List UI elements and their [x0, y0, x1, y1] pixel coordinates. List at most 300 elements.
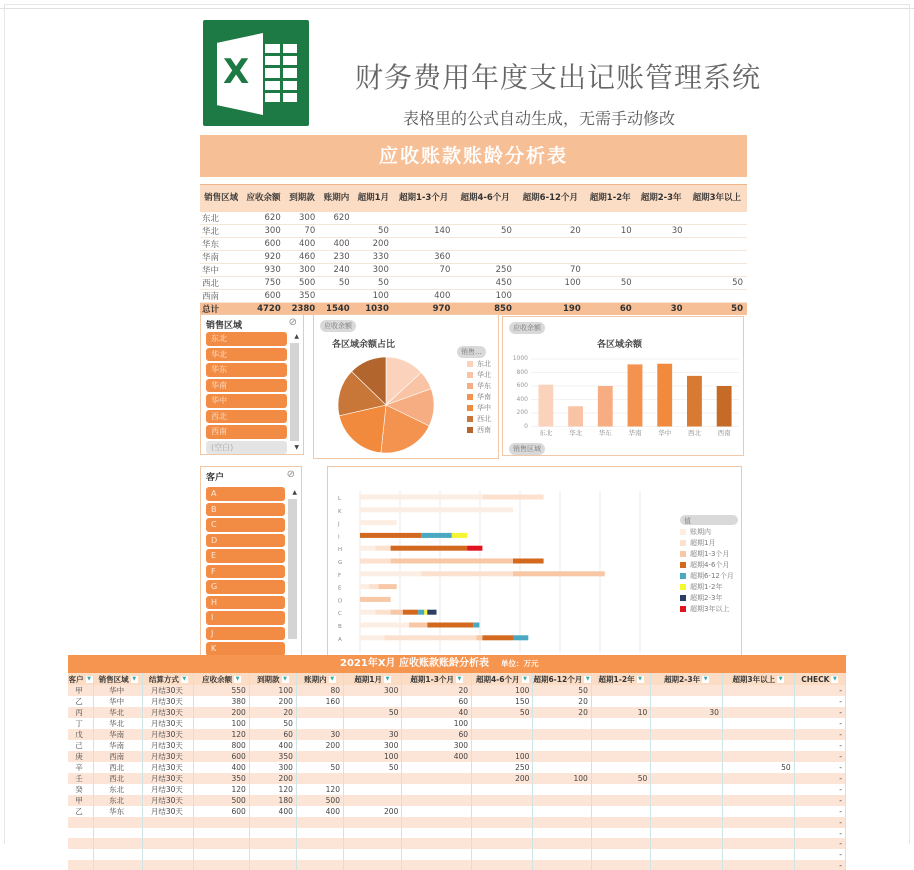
- table-cell: 50: [319, 276, 353, 289]
- x-tick: 华中: [658, 429, 672, 437]
- column-header[interactable]: CHECK ▼: [794, 673, 845, 685]
- table-cell: [296, 817, 343, 828]
- filter-dropdown-icon[interactable]: ▼: [833, 676, 837, 682]
- slicer-item[interactable]: C: [206, 518, 285, 532]
- column-header: 超期1月: [354, 185, 393, 212]
- table-cell: 300: [343, 740, 401, 751]
- table-cell: [319, 289, 353, 302]
- table-cell: 450: [454, 276, 516, 289]
- table-cell: [296, 828, 343, 839]
- table-cell: [343, 828, 401, 839]
- slicer-item[interactable]: B: [206, 503, 285, 517]
- table-cell: 月结30天: [143, 784, 194, 795]
- table-cell: 250: [472, 762, 533, 773]
- filter-dropdown-icon[interactable]: ▼: [182, 676, 187, 682]
- customer-slicer[interactable]: [200, 466, 302, 656]
- scroll-up-icon[interactable]: ▲: [294, 333, 299, 340]
- table-cell: -: [794, 849, 845, 860]
- total-cell: 50: [687, 302, 747, 315]
- slicer-item[interactable]: A: [206, 487, 285, 501]
- table-cell: 华北: [200, 224, 242, 237]
- slicer-scrollbar[interactable]: [290, 343, 299, 441]
- table-cell: [591, 685, 650, 696]
- table-cell: 300: [402, 740, 472, 751]
- table-row: [68, 773, 846, 784]
- legend-item: 超期1月: [680, 538, 734, 549]
- table-cell: [636, 212, 687, 225]
- stacked-plot: [328, 467, 658, 657]
- legend-swatch-icon: [680, 573, 686, 579]
- x-tick: 西南: [717, 429, 731, 437]
- slicer-item[interactable]: 华中: [206, 394, 287, 408]
- table-cell: [94, 817, 143, 828]
- table-cell: 60: [249, 729, 296, 740]
- table-cell: [516, 250, 585, 263]
- table-cell: [591, 795, 650, 806]
- legend-item: 超期1-3个月: [680, 549, 734, 560]
- table-cell: 60: [402, 729, 472, 740]
- table-cell: 140: [393, 224, 455, 237]
- table-cell: 50: [687, 276, 747, 289]
- total-cell: 1540: [319, 302, 353, 315]
- slicer-item[interactable]: D: [206, 534, 285, 548]
- filter-dropdown-icon[interactable]: ▼: [235, 676, 240, 682]
- bar-chart[interactable]: [502, 316, 744, 456]
- table-cell: 70: [285, 224, 319, 237]
- field-button[interactable]: 应收余额: [509, 322, 545, 334]
- table-cell: [722, 838, 794, 849]
- table-cell: 500: [194, 795, 249, 806]
- table-cell: [533, 784, 591, 795]
- filter-dropdown-icon[interactable]: ▼: [778, 676, 783, 682]
- table-cell: [343, 838, 401, 849]
- table-cell: -: [794, 860, 845, 870]
- table-cell: 750: [242, 276, 284, 289]
- table-cell: -: [794, 751, 845, 762]
- table-row: [68, 806, 846, 817]
- bar-plot: [531, 357, 739, 437]
- summary-pivot-table[interactable]: [200, 184, 747, 315]
- column-header[interactable]: 客户 ▼: [68, 673, 94, 685]
- table-cell: 360: [393, 250, 455, 263]
- column-header[interactable]: 超期6-12个月 ▼: [533, 674, 590, 684]
- table-cell: [472, 849, 533, 860]
- table-row: [68, 828, 846, 839]
- table-cell: [533, 838, 591, 849]
- column-header[interactable]: 结算方式 ▼: [143, 673, 194, 685]
- table-cell: [591, 729, 650, 740]
- table-cell: 300: [354, 263, 393, 276]
- filter-dropdown-icon[interactable]: ▼: [283, 676, 287, 682]
- table-cell: [472, 795, 533, 806]
- column-header[interactable]: 超期3年以上 ▼: [722, 673, 794, 685]
- clear-filter-icon[interactable]: ⊘: [288, 317, 297, 328]
- table-row: [68, 817, 846, 828]
- column-header[interactable]: 超期1月 ▼: [343, 673, 401, 685]
- table-cell: [343, 860, 401, 870]
- table-cell: -: [794, 762, 845, 773]
- table-cell: [143, 849, 194, 860]
- table-cell: -: [794, 817, 845, 828]
- table-cell: 西北: [94, 773, 143, 784]
- table-cell: 60: [402, 696, 472, 707]
- slicer-item[interactable]: 华东: [206, 363, 287, 377]
- svg-text:I: I: [338, 534, 340, 541]
- table-row: [68, 762, 846, 773]
- table-cell: [68, 860, 94, 870]
- legend-swatch-icon: [680, 562, 686, 568]
- table-cell: [533, 762, 591, 773]
- table-cell: 400: [402, 751, 472, 762]
- table-cell: 550: [194, 685, 249, 696]
- table-cell: [194, 817, 249, 828]
- table-cell: [343, 849, 401, 860]
- table-cell: 400: [285, 237, 319, 250]
- table-cell: 380: [194, 696, 249, 707]
- table-cell: [249, 849, 296, 860]
- table-cell: [651, 751, 723, 762]
- table-cell: [533, 729, 591, 740]
- column-header[interactable]: 超期1-2年 ▼: [591, 673, 650, 685]
- filter-dropdown-icon[interactable]: ▼: [585, 676, 590, 682]
- table-cell: 400: [319, 237, 353, 250]
- pie-plot: [336, 355, 436, 455]
- column-header[interactable]: 到期款 ▼: [249, 673, 296, 685]
- table-row: [68, 685, 846, 696]
- table-cell: [591, 762, 650, 773]
- table-cell: [533, 806, 591, 817]
- table-row: [68, 751, 846, 762]
- table-cell: [585, 212, 636, 225]
- table-cell: 10: [585, 224, 636, 237]
- chart-title: 各区域余额占比: [332, 340, 396, 350]
- table-cell: 30: [296, 729, 343, 740]
- table-cell: [94, 828, 143, 839]
- svg-text:E: E: [338, 585, 342, 592]
- table-row: [68, 860, 846, 870]
- table-cell: 月结30天: [143, 685, 194, 696]
- legend-swatch-icon: [467, 416, 473, 422]
- table-cell: 20: [402, 685, 472, 696]
- table-cell: [651, 685, 723, 696]
- table-cell: [651, 762, 723, 773]
- table-cell: [591, 740, 650, 751]
- slicer-item[interactable]: 华北: [206, 348, 287, 362]
- column-header: 应收余额: [242, 185, 284, 212]
- slicer-item[interactable]: I: [206, 611, 285, 625]
- column-header[interactable]: 超期1-3个月 ▼: [402, 673, 472, 685]
- table-cell: [402, 762, 472, 773]
- x-tick: 华南: [628, 429, 642, 437]
- table-cell: [722, 751, 794, 762]
- table-row: [68, 729, 846, 740]
- excel-logo-icon: X: [203, 20, 309, 126]
- svg-text:D: D: [338, 598, 343, 605]
- table-row: [68, 707, 846, 718]
- table-cell: 230: [319, 250, 353, 263]
- table-cell: 500: [285, 276, 319, 289]
- slicer-item[interactable]: F: [206, 565, 285, 579]
- table-cell: [651, 860, 723, 870]
- column-header: 账期内: [319, 185, 353, 212]
- table-cell: 50: [454, 224, 516, 237]
- table-cell: -: [794, 795, 845, 806]
- table-cell: -: [794, 707, 845, 718]
- slicer-item[interactable]: 西北: [206, 410, 287, 424]
- table-cell: [687, 224, 747, 237]
- legend-swatch-icon: [680, 606, 686, 612]
- table-cell: 120: [296, 784, 343, 795]
- table-cell: -: [794, 696, 845, 707]
- table-cell: -: [794, 718, 845, 729]
- table-cell: [636, 289, 687, 302]
- table-cell: 460: [285, 250, 319, 263]
- svg-text:C: C: [338, 611, 342, 618]
- column-header[interactable]: 超期2-3年 ▼: [651, 673, 723, 685]
- table-cell: [591, 838, 650, 849]
- table-cell: 70: [393, 263, 455, 276]
- detail-title: 2021年X月 应收账款账龄分析表 单位：万元: [68, 655, 846, 673]
- table-cell: 100: [402, 718, 472, 729]
- table-cell: [194, 838, 249, 849]
- table-cell: [249, 817, 296, 828]
- column-header[interactable]: 应收余额 ▼: [194, 673, 249, 685]
- table-cell: [143, 838, 194, 849]
- table-row: [68, 795, 846, 806]
- filter-dropdown-icon[interactable]: ▼: [330, 676, 335, 682]
- table-cell: [402, 806, 472, 817]
- page-subtitle: 表格里的公式自动生成，无需手动修改: [403, 109, 676, 128]
- table-cell: [585, 289, 636, 302]
- table-cell: 华北: [94, 718, 143, 729]
- column-header: 超期4-6个月: [454, 185, 516, 212]
- table-cell: 120: [249, 784, 296, 795]
- filter-dropdown-icon[interactable]: ▼: [457, 676, 462, 682]
- axis-field-button[interactable]: 销售区域: [509, 443, 545, 455]
- svg-text:G: G: [338, 560, 343, 566]
- table-cell: [402, 773, 472, 784]
- total-cell: 60: [585, 302, 636, 315]
- legend-item: 超期4-6个月: [680, 560, 734, 571]
- table-cell: [454, 212, 516, 225]
- slicer-item[interactable]: K: [206, 642, 285, 656]
- table-cell: [343, 718, 401, 729]
- table-cell: 华北: [94, 707, 143, 718]
- pie-chart[interactable]: [313, 314, 499, 459]
- field-button[interactable]: 应收余额: [320, 320, 356, 332]
- table-cell: 200: [343, 806, 401, 817]
- table-cell: 350: [194, 773, 249, 784]
- table-cell: 40: [402, 707, 472, 718]
- svg-text:K: K: [338, 508, 342, 515]
- table-cell: 250: [454, 263, 516, 276]
- table-cell: [68, 828, 94, 839]
- table-cell: [722, 806, 794, 817]
- table-cell: [402, 860, 472, 870]
- filter-dropdown-icon[interactable]: ▼: [523, 676, 527, 682]
- table-cell: 400: [194, 762, 249, 773]
- table-cell: 400: [296, 806, 343, 817]
- table-cell: [722, 740, 794, 751]
- table-cell: 50: [249, 718, 296, 729]
- table-cell: 辛: [68, 762, 94, 773]
- table-cell: [651, 849, 723, 860]
- table-cell: 600: [242, 237, 284, 250]
- table-row: [200, 212, 747, 225]
- table-cell: 月结30天: [143, 806, 194, 817]
- table-cell: [68, 849, 94, 860]
- table-cell: [194, 860, 249, 870]
- slicer-item[interactable]: 东北: [206, 332, 287, 346]
- slicer-item[interactable]: E: [206, 549, 285, 563]
- table-row: [68, 696, 846, 707]
- slicer-title: 销售区域: [206, 321, 243, 331]
- detail-table[interactable]: [68, 655, 846, 870]
- stacked-bar-chart[interactable]: [327, 466, 742, 656]
- table-cell: 350: [285, 289, 319, 302]
- table-cell: 丁: [68, 718, 94, 729]
- table-row: [68, 718, 846, 729]
- table-cell: 50: [472, 707, 533, 718]
- table-cell: [636, 263, 687, 276]
- table-cell: [319, 224, 353, 237]
- table-cell: -: [794, 806, 845, 817]
- table-cell: 月结30天: [143, 762, 194, 773]
- svg-text:F: F: [338, 572, 342, 579]
- filter-dropdown-icon[interactable]: ▼: [703, 676, 708, 682]
- table-cell: [585, 250, 636, 263]
- filter-dropdown-icon[interactable]: ▼: [638, 676, 642, 682]
- table-cell: 月结30天: [143, 707, 194, 718]
- table-cell: 200: [249, 773, 296, 784]
- column-header[interactable]: 销售区域 ▼: [94, 673, 143, 685]
- slicer-item[interactable]: H: [206, 596, 285, 610]
- scroll-up-icon[interactable]: ▲: [292, 489, 297, 496]
- slicer-scrollbar[interactable]: [288, 499, 297, 639]
- slicer-item[interactable]: 西南: [206, 425, 287, 439]
- region-slicer[interactable]: [200, 314, 304, 455]
- table-cell: [454, 237, 516, 250]
- table-cell: [591, 751, 650, 762]
- legend-filter-button[interactable]: 值: [680, 515, 738, 525]
- legend-item: 西南: [467, 425, 491, 436]
- table-cell: 500: [296, 795, 343, 806]
- legend-swatch-icon: [680, 529, 686, 535]
- table-cell: [651, 773, 723, 784]
- table-cell: 920: [242, 250, 284, 263]
- table-cell: [533, 740, 591, 751]
- table-cell: [651, 795, 723, 806]
- table-row: [200, 263, 747, 276]
- table-cell: [591, 784, 650, 795]
- scroll-down-icon[interactable]: ▼: [294, 444, 299, 451]
- column-header: 超期2-3年: [636, 185, 687, 212]
- table-cell: [636, 276, 687, 289]
- legend-swatch-icon: [467, 361, 473, 367]
- table-cell: 100: [343, 751, 401, 762]
- table-cell: [94, 860, 143, 870]
- slicer-item[interactable]: J: [206, 627, 285, 641]
- filter-dropdown-icon[interactable]: ▼: [87, 676, 91, 682]
- table-cell: [651, 828, 723, 839]
- svg-text:A: A: [338, 636, 342, 643]
- table-cell: 华南: [94, 729, 143, 740]
- table-cell: 乙: [68, 806, 94, 817]
- table-cell: [472, 740, 533, 751]
- table-cell: [402, 817, 472, 828]
- table-cell: [722, 729, 794, 740]
- column-header[interactable]: 销售区域: [200, 185, 242, 212]
- table-row: [68, 849, 846, 860]
- total-cell: 1030: [354, 302, 393, 315]
- table-cell: [722, 707, 794, 718]
- clear-filter-icon[interactable]: ⊘: [286, 469, 295, 480]
- table-cell: 西南: [200, 289, 242, 302]
- table-cell: [249, 838, 296, 849]
- table-cell: 100: [354, 289, 393, 302]
- table-cell: [687, 263, 747, 276]
- table-cell: 西北: [94, 762, 143, 773]
- column-header[interactable]: 账期内 ▼: [296, 673, 343, 685]
- legend-item: 账期内: [680, 527, 734, 538]
- table-cell: 50: [354, 276, 393, 289]
- legend-filter-button[interactable]: 销售...: [457, 346, 486, 358]
- table-cell: [636, 250, 687, 263]
- table-cell: [402, 838, 472, 849]
- table-cell: 东北: [94, 795, 143, 806]
- column-header[interactable]: 超期4-6个月 ▼: [472, 673, 533, 685]
- table-cell: 甲: [68, 685, 94, 696]
- svg-text:B: B: [338, 624, 342, 630]
- table-cell: [249, 860, 296, 870]
- slicer-item[interactable]: (空白): [206, 441, 287, 455]
- table-cell: 乙: [68, 696, 94, 707]
- table-cell: 30: [651, 707, 723, 718]
- table-cell: -: [794, 685, 845, 696]
- table-cell: [651, 817, 723, 828]
- table-cell: [722, 849, 794, 860]
- table-cell: [585, 237, 636, 250]
- table-row: [68, 838, 846, 849]
- table-cell: 50: [354, 224, 393, 237]
- table-cell: [472, 718, 533, 729]
- table-cell: -: [794, 773, 845, 784]
- slicer-item[interactable]: G: [206, 580, 285, 594]
- table-row: [68, 784, 846, 795]
- table-cell: 甲: [68, 795, 94, 806]
- table-cell: 100: [533, 773, 591, 784]
- table-cell: 100: [249, 685, 296, 696]
- table-cell: 300: [249, 762, 296, 773]
- table-cell: 600: [242, 289, 284, 302]
- table-cell: 150: [472, 696, 533, 707]
- filter-dropdown-icon[interactable]: ▼: [385, 676, 390, 682]
- total-cell: 850: [454, 302, 516, 315]
- table-row: [200, 237, 747, 250]
- table-cell: [651, 696, 723, 707]
- table-cell: 300: [343, 685, 401, 696]
- table-cell: [533, 860, 591, 870]
- table-cell: -: [794, 828, 845, 839]
- slicer-item[interactable]: 华南: [206, 379, 287, 393]
- table-cell: [591, 849, 650, 860]
- table-cell: 月结30天: [143, 740, 194, 751]
- table-cell: [402, 849, 472, 860]
- filter-dropdown-icon[interactable]: ▼: [132, 676, 137, 682]
- table-cell: -: [794, 729, 845, 740]
- table-cell: [402, 828, 472, 839]
- table-cell: [687, 289, 747, 302]
